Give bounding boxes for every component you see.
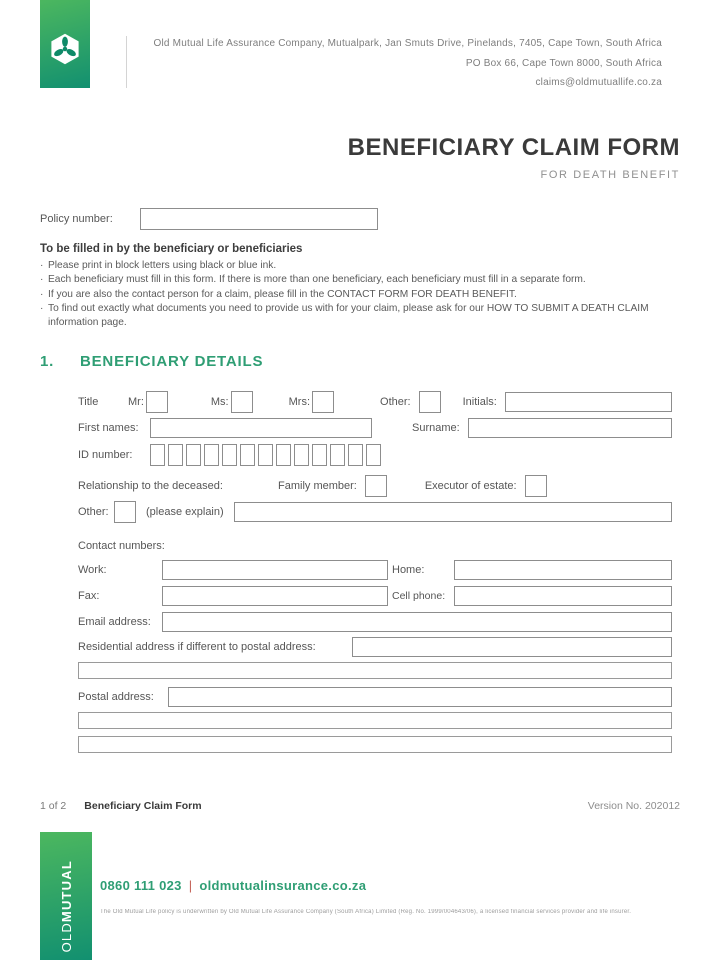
executor-checkbox[interactable]	[525, 475, 547, 497]
wordmark-old: OLD	[58, 921, 74, 952]
postal-address-row	[78, 687, 672, 707]
other-relationship-row	[78, 501, 672, 523]
mr-label: Mr:	[128, 396, 144, 408]
please-explain-label: (please explain)	[146, 506, 224, 518]
website-link[interactable]: oldmutualinsurance.co.za	[199, 878, 367, 893]
page-title: BENEFICIARY CLAIM FORM	[347, 134, 680, 161]
home-label: Home:	[392, 564, 425, 576]
email-row	[78, 612, 672, 632]
contact-line	[100, 878, 366, 893]
work-home-row	[78, 560, 672, 580]
instruction-bullet: · Each beneficiary must fill in this form. If there is more than one beneficiary, each beneficiary must fill in a separate form.	[40, 273, 682, 287]
id-number-cells	[150, 444, 381, 466]
id-digit-cell[interactable]	[312, 444, 327, 466]
instructions-heading: To be filled in by the beneficiary or beneficiaries	[40, 243, 303, 255]
initials-label: Initials:	[462, 396, 497, 408]
work-label: Work:	[78, 564, 107, 576]
cell-phone-input[interactable]	[454, 586, 672, 606]
id-digit-cell[interactable]	[366, 444, 381, 466]
section-1-heading	[40, 353, 263, 370]
title-label: Title	[78, 396, 99, 408]
fax-input[interactable]	[162, 586, 388, 606]
footer-doc-name: Beneficiary Claim Form	[84, 800, 202, 812]
title-block	[348, 134, 680, 181]
instructions-block	[40, 243, 682, 330]
id-digit-cell[interactable]	[294, 444, 309, 466]
id-digit-cell[interactable]	[204, 444, 219, 466]
email-label: Email address:	[78, 616, 151, 628]
relationship-label: Relationship to the deceased:	[78, 480, 223, 492]
surname-input[interactable]	[468, 418, 672, 438]
id-digit-cell[interactable]	[186, 444, 201, 466]
address-line-2: PO Box 66, Cape Town 8000, South Africa	[465, 57, 662, 69]
names-row	[78, 418, 672, 438]
beneficiary-details-form	[78, 390, 672, 753]
policy-number-input[interactable]	[140, 208, 378, 230]
old-mutual-emblem-icon	[48, 32, 82, 66]
id-digit-cell[interactable]	[240, 444, 255, 466]
brand-bar	[40, 832, 92, 960]
section-number: 1.	[40, 353, 55, 370]
ms-checkbox[interactable]	[231, 391, 253, 413]
instruction-bullet: · To find out exactly what documents you need to provide us with for your claim, please ask for our HOW TO SUBMIT A DEATH CLAIM information page.	[40, 302, 682, 331]
id-digit-cell[interactable]	[348, 444, 363, 466]
contact-numbers-heading: Contact numbers:	[78, 540, 165, 552]
title-row	[78, 390, 672, 414]
id-digit-cell[interactable]	[330, 444, 345, 466]
id-digit-cell[interactable]	[222, 444, 237, 466]
postal-address-input[interactable]	[168, 687, 672, 707]
surname-label: Surname:	[412, 422, 460, 434]
id-digit-cell[interactable]	[150, 444, 165, 466]
ms-label: Ms:	[210, 396, 229, 408]
old-mutual-logo	[40, 0, 90, 88]
family-member-checkbox[interactable]	[365, 475, 387, 497]
claims-email: claims@oldmutuallife.co.za	[535, 77, 662, 88]
page-footer	[40, 800, 680, 812]
relationship-row	[78, 475, 672, 497]
header-divider	[126, 36, 127, 88]
id-number-label: ID number:	[78, 449, 133, 461]
postal-address-line2-input[interactable]	[78, 712, 672, 729]
id-digit-cell[interactable]	[276, 444, 291, 466]
initials-input[interactable]	[505, 392, 672, 412]
home-phone-input[interactable]	[454, 560, 672, 580]
mrs-checkbox[interactable]	[312, 391, 334, 413]
residential-address-row	[78, 637, 672, 657]
policy-number-label: Policy number:	[40, 213, 113, 225]
residential-address-input[interactable]	[352, 637, 672, 657]
other-title-label: Other:	[380, 396, 411, 408]
other-title-checkbox[interactable]	[419, 391, 441, 413]
id-digit-cell[interactable]	[168, 444, 183, 466]
executor-label: Executor of estate:	[424, 480, 517, 492]
cell-phone-label: Cell phone:	[392, 590, 446, 602]
section-title: BENEFICIARY DETAILS	[80, 353, 264, 370]
policy-number-row	[40, 208, 378, 230]
mr-checkbox[interactable]	[146, 391, 168, 413]
other-relationship-checkbox[interactable]	[114, 501, 136, 523]
other-relationship-label: Other:	[78, 506, 109, 518]
postal-address-label: Postal address:	[78, 691, 154, 703]
other-relationship-input[interactable]	[234, 502, 672, 522]
first-names-label: First names:	[78, 422, 139, 434]
fax-label: Fax:	[78, 590, 100, 602]
mrs-label: Mrs:	[288, 396, 311, 408]
page-subtitle: FOR DEATH BENEFIT	[540, 169, 680, 181]
id-number-row	[78, 444, 672, 466]
page-indicator: 1 of 2	[40, 800, 67, 812]
first-names-input[interactable]	[150, 418, 372, 438]
phone-number: 0860 111 023	[100, 878, 182, 893]
version-number: Version No. 202012	[587, 800, 680, 812]
work-phone-input[interactable]	[162, 560, 388, 580]
old-mutual-wordmark	[60, 860, 73, 952]
fax-cell-row	[78, 586, 672, 606]
residential-address-label: Residential address if different to postal address:	[78, 641, 316, 653]
postal-address-line3-input[interactable]	[78, 736, 672, 753]
family-member-label: Family member:	[278, 480, 357, 492]
legal-disclaimer: The Old Mutual Life policy is underwritten by Old Mutual Life Assurance Company (South Africa) Limited (Reg. No. 1999/004643/06), a licensed financial services provider and life insurer.	[100, 909, 632, 915]
address-line-1: Old Mutual Life Assurance Company, Mutualpark, Jan Smuts Drive, Pinelands, 7405, Cape Town, South Africa	[153, 38, 662, 49]
instruction-bullet: · Please print in block letters using black or blue ink.	[40, 259, 682, 273]
instruction-bullet: · If you are also the contact person for a claim, please fill in the CONTACT FORM FOR DEATH BENEFIT.	[40, 288, 682, 302]
email-input[interactable]	[162, 612, 672, 632]
separator: |	[188, 878, 193, 893]
residential-address-line2-input[interactable]	[78, 662, 672, 679]
id-digit-cell[interactable]	[258, 444, 273, 466]
company-address	[154, 34, 662, 93]
wordmark-mutual: MUTUAL	[58, 859, 74, 922]
